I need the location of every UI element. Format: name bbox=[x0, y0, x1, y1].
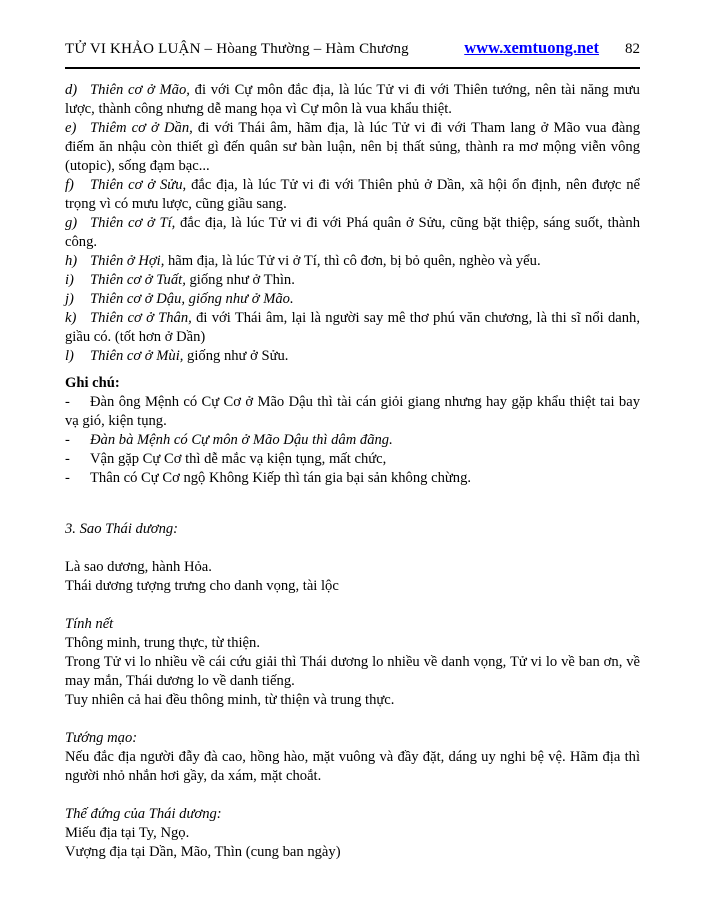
list-item-l bbox=[65, 347, 640, 366]
item-text: đắc địa, là lúc Tử vi đi với Thiên phủ ở Dần, xã hội ổn định, nên được nể trọng vì có mưu lược, cũng giầu sang. bbox=[65, 177, 640, 212]
page-header bbox=[65, 38, 640, 58]
subsection-heading: Thế đứng của Thái dương: bbox=[65, 806, 222, 822]
list-item-j bbox=[65, 290, 640, 309]
item-lead: Thiên cơ ở Tuất, bbox=[90, 272, 186, 288]
section-heading: 3. Sao Thái dương: bbox=[65, 521, 179, 537]
note-item bbox=[65, 469, 640, 488]
item-text: giống như ở Thìn. bbox=[185, 272, 295, 288]
item-label: l) bbox=[65, 348, 74, 364]
subsection-tinh-net bbox=[65, 615, 640, 710]
item-label: g) bbox=[65, 215, 78, 231]
item-label: j) bbox=[65, 291, 74, 307]
note-item bbox=[65, 393, 640, 431]
list-item-d bbox=[65, 81, 640, 119]
document-body bbox=[65, 81, 640, 862]
subsection-tuong-mao bbox=[65, 729, 640, 786]
item-label: k) bbox=[65, 310, 77, 326]
item-label: d) bbox=[65, 82, 78, 98]
list-item-i bbox=[65, 271, 640, 290]
item-label: h) bbox=[65, 253, 78, 269]
item-text: hãm địa, là lúc Tử vi ở Tí, thì cô đơn, bị bỏ quên, nghèo và yểu. bbox=[164, 253, 541, 269]
note-text: Thân có Cự Cơ ngộ Không Kiếp thì tán gia bại sản không chừng. bbox=[90, 470, 472, 486]
notes-heading: Ghi chú: bbox=[65, 375, 120, 391]
subsection-heading: Tính nết bbox=[65, 616, 114, 632]
astrology-list bbox=[65, 81, 640, 366]
item-lead: Thiên cơ ở Dậu, giống như ở Mão. bbox=[90, 291, 294, 307]
subsection-heading: Tướng mạo: bbox=[65, 730, 138, 746]
item-text: đi với Thái âm, hãm địa, là lúc Tử vi đi với Tham lang ở Mão vua đàng điếm ăn nhậu còn thiết gì đến quân sư bàn luận, nên bị thất sủng, thành ra mơ mộng viễn vông (utopic), sống đạm bạc... bbox=[65, 120, 641, 174]
document-title: TỬ VI KHẢO LUẬN – Hòang Thường – Hàm Chương bbox=[65, 41, 409, 57]
dash-bullet: - bbox=[65, 394, 70, 410]
item-text: đi với Thái âm, lại là người say mê thơ phú văn chương, là thi sĩ nổi danh, giầu có. (tốt hơn ở Dần) bbox=[65, 310, 640, 345]
item-label: f) bbox=[65, 177, 74, 193]
list-item-h bbox=[65, 252, 640, 271]
list-item-f bbox=[65, 176, 640, 214]
item-text: đi với Cự môn đắc địa, là lúc Tử vi đi với Thiên tướng, nên tài năng mưu lược, thành công nhưng dễ mang họa vì Cự môn là vua khẩu thiệt. bbox=[65, 82, 640, 117]
item-lead: Thiên cơ ở Thân, bbox=[90, 310, 192, 326]
note-text: Đàn ông Mệnh có Cự Cơ ở Mão Dậu thì tài cán giỏi giang nhưng hay gặp khẩu thiệt tai bay vạ gió, kiện tụng. bbox=[65, 394, 640, 429]
item-lead: Thiên cơ ở Tí, bbox=[90, 215, 176, 231]
paragraph: Trong Tử vi lo nhiều về cái cứu giải thì Thái dương lo nhiều về danh vọng, Tử vi lo về ban ơn, về may mắn, Thái dương lo về danh tiếng. bbox=[65, 654, 640, 689]
list-item-g bbox=[65, 214, 640, 252]
note-item bbox=[65, 431, 640, 450]
note-item bbox=[65, 450, 640, 469]
note-text: Vận gặp Cự Cơ thì dễ mắc vạ kiện tụng, mất chức, bbox=[90, 451, 387, 467]
item-label: e) bbox=[65, 120, 77, 136]
paragraph: Vượng địa tại Dần, Mão, Thìn (cung ban ngày) bbox=[65, 844, 341, 860]
item-lead: Thiên cơ ở Mão, bbox=[90, 82, 190, 98]
item-lead: Thiên cơ ở Sửu, bbox=[90, 177, 187, 193]
paragraph: Nếu đắc địa người đẫy đà cao, hồng hào, mặt vuông và đầy đặt, dáng uy nghi bệ vệ. Hãm địa thì người nhỏ nhắn hơi gầy, da xám, mặt choắt. bbox=[65, 749, 640, 784]
paragraph: Thông minh, trung thực, từ thiện. bbox=[65, 635, 260, 651]
list-item-e bbox=[65, 119, 640, 176]
page-number: 82 bbox=[625, 41, 640, 57]
dash-bullet: - bbox=[65, 432, 70, 448]
item-label: i) bbox=[65, 272, 74, 288]
item-lead: Thiên cơ ở Mùi, bbox=[90, 348, 184, 364]
item-lead: Thiên ở Hợi, bbox=[90, 253, 165, 269]
paragraph: Tuy nhiên cả hai đều thông minh, từ thiện và trung thực. bbox=[65, 692, 395, 708]
intro-line: Thái dương tượng trưng cho danh vọng, tài lộc bbox=[65, 578, 339, 594]
dash-bullet: - bbox=[65, 470, 70, 486]
subsection-the-dung bbox=[65, 805, 640, 862]
item-lead: Thiêm cơ ở Dần, bbox=[90, 120, 193, 136]
paragraph: Miếu địa tại Ty, Ngọ. bbox=[65, 825, 190, 841]
header-divider bbox=[65, 67, 640, 69]
list-item-k bbox=[65, 309, 640, 347]
section-intro bbox=[65, 558, 640, 596]
intro-line: Là sao dương, hành Hỏa. bbox=[65, 559, 212, 575]
item-text: đắc địa, là lúc Tử vi đi với Phá quân ở Sửu, cũng bặt thiệp, sáng suốt, thành công. bbox=[65, 215, 641, 250]
note-text: Đàn bà Mệnh có Cự môn ở Mão Dậu thì dâm đãng. bbox=[90, 432, 393, 448]
section-3 bbox=[65, 520, 640, 862]
item-text: giống như ở Sửu. bbox=[183, 348, 289, 364]
website-link[interactable]: www.xemtuong.net bbox=[464, 38, 599, 57]
dash-bullet: - bbox=[65, 451, 70, 467]
notes-section bbox=[65, 374, 640, 488]
